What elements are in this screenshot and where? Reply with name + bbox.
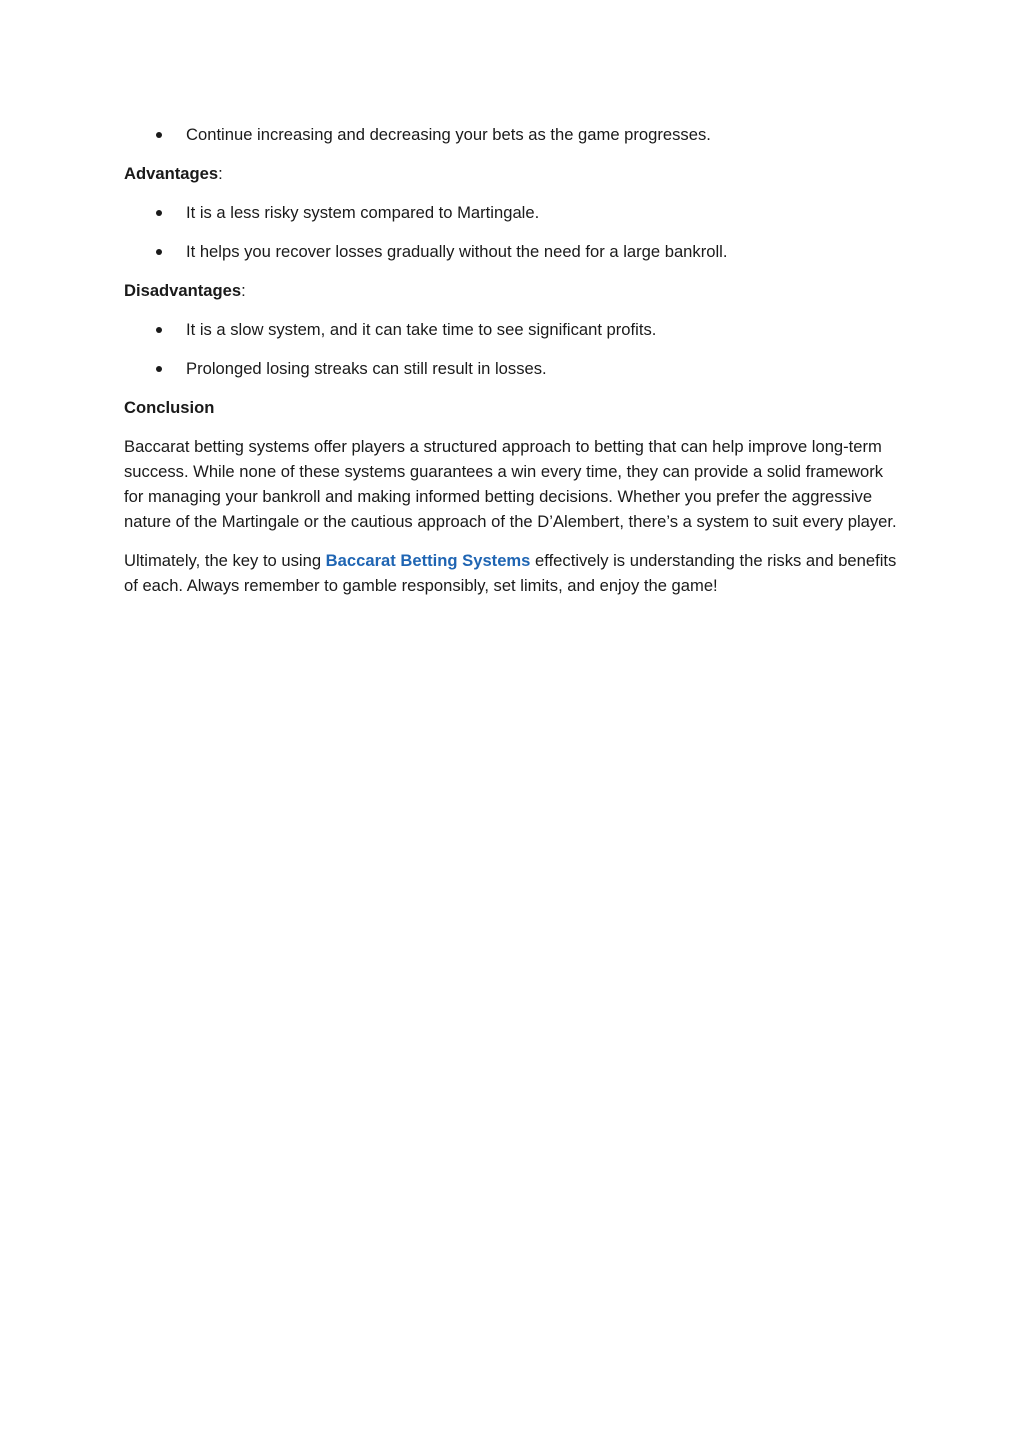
list-item [124,239,902,264]
conclusion-paragraph: Baccarat betting systems offer players a structured approach to betting that can help improve long-term success. While none of these systems guarantees a win every time, they can provide a solid framework for managing your bankroll and making informed betting decisions. Whether you prefer the aggressive nature of the Martingale or the cautious approach of the D’Alembert, there’s a system to suit every player. [124,437,897,531]
advantages-heading [124,161,902,186]
closing-text-after: effectively is understanding the risks and benefits of each. Always remember to gamble responsibly, set limits, and enjoy the game! [124,551,897,595]
conclusion-heading [124,395,902,420]
conclusion-title: Conclusion [124,398,215,417]
document-content [124,122,902,612]
list-item-text: Continue increasing and decreasing your bets as the game progresses. [186,125,711,144]
disadvantages-heading [124,278,902,303]
bullet-icon [156,327,162,333]
closing-paragraph [124,548,902,598]
list-item [124,200,902,225]
disadvantages-suffix: : [241,281,246,300]
list-item-text: It is a slow system, and it can take time to see significant profits. [186,320,657,339]
bullet-icon [156,249,162,255]
advantages-label: Advantages [124,164,219,183]
bullet-icon [156,210,162,216]
bullet-icon [156,366,162,372]
closing-text-before: Ultimately, the key to using [124,551,326,570]
list-item [124,317,902,342]
list-item [124,356,902,381]
advantages-suffix: : [218,164,223,183]
list-item-text: Prolonged losing streaks can still result in losses. [186,359,547,378]
disadvantages-label: Disadvantages [124,281,242,300]
list-item-text: It helps you recover losses gradually without the need for a large bankroll. [186,242,728,261]
list-item-text: It is a less risky system compared to Martingale. [186,203,540,222]
list-item [124,122,902,147]
bullet-icon [156,132,162,138]
baccarat-betting-systems-link[interactable]: Baccarat Betting Systems [325,551,531,570]
